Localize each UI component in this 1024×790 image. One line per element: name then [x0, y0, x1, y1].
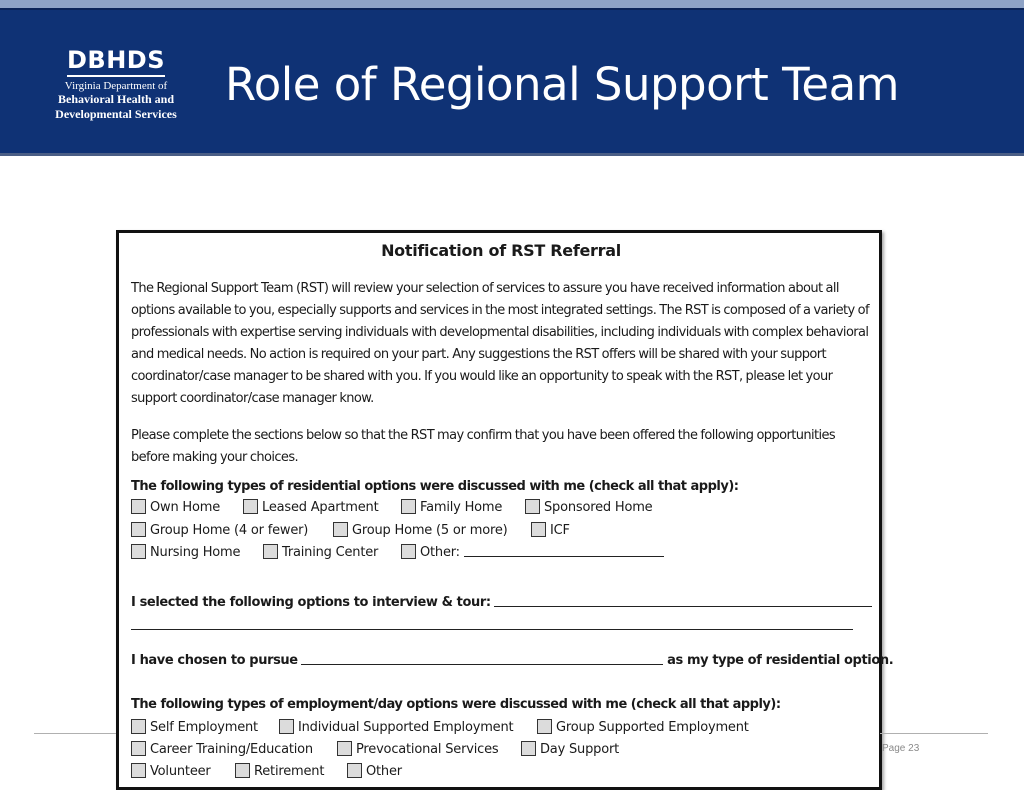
interview-options-continuation[interactable]	[131, 618, 853, 633]
checkbox-volunteer[interactable]: Volunteer	[131, 763, 211, 779]
slide-header	[0, 8, 1024, 156]
logo-subtitle-line2: Behavioral Health and	[57, 92, 174, 106]
form-intro-paragraph: The Regional Support Team (RST) will review your selection of services to assure you have received information about all options available to you, especially supports and services in the most integrated settings. The RST is composed of a variety of professionals with expertise serving individuals with developmental disabilities, including individuals with complex behavioral and medical needs. No action is required on your part. Any suggestions the RST offers will be shared with your support coordinator/case manager to be shared with you. If you would like an opportunity to speak with the RST, please let your support coordinator/case manager know.	[131, 281, 869, 406]
footer-divider-right	[880, 733, 988, 734]
checkbox-own-home[interactable]: Own Home	[131, 499, 220, 515]
checkbox-sponsored-home[interactable]: Sponsored Home	[525, 499, 652, 515]
checkbox-residential-other[interactable]: Other:	[401, 544, 664, 560]
checkbox-retirement[interactable]: Retirement	[235, 763, 324, 779]
checkbox-day-support[interactable]: Day Support	[521, 741, 619, 757]
residential-options-heading: The following types of residential options were discussed with me (check all that apply):	[131, 479, 739, 494]
checkbox-group-home-small[interactable]: Group Home (4 or fewer)	[131, 522, 308, 538]
pursue-option-line[interactable]: I have chosen to pursue as my type of residential option.	[131, 653, 894, 668]
checkbox-training-center[interactable]: Training Center	[263, 544, 378, 560]
checkbox-individual-supported-employment[interactable]: Individual Supported Employment	[279, 719, 513, 735]
page-title: Role of Regional Support Team	[225, 58, 900, 111]
checkbox-icf[interactable]: ICF	[531, 522, 570, 538]
checkbox-career-training[interactable]: Career Training/Education	[131, 741, 313, 757]
logo-subtitle-line3: Developmental Services	[55, 107, 177, 121]
employment-options-heading: The following types of employment/day options were discussed with me (check all that apply):	[131, 697, 781, 712]
checkbox-group-home-large[interactable]: Group Home (5 or more)	[333, 522, 508, 538]
logo-subtitle-line1: Virginia Department of	[64, 80, 168, 92]
page-number: Page 23	[882, 743, 920, 754]
form-title: Notification of RST Referral	[381, 241, 621, 260]
dbhds-logo	[36, 46, 196, 122]
checkbox-employment-other[interactable]: Other	[347, 763, 402, 779]
checkbox-group-supported-employment[interactable]: Group Supported Employment	[537, 719, 749, 735]
checkbox-leased-apartment[interactable]: Leased Apartment	[243, 499, 379, 515]
top-accent-bar	[0, 0, 1024, 8]
checkbox-nursing-home[interactable]: Nursing Home	[131, 544, 240, 560]
checkbox-self-employment[interactable]: Self Employment	[131, 719, 258, 735]
checkbox-prevocational-services[interactable]: Prevocational Services	[337, 741, 498, 757]
interview-options-line[interactable]: I selected the following options to interview & tour:	[131, 595, 872, 610]
footer-divider-left	[34, 733, 116, 734]
logo-title: DBHDS	[67, 46, 165, 77]
rst-referral-form-image	[116, 230, 894, 790]
form-instructions-paragraph: Please complete the sections below so that the RST may confirm that you have been offered the following opportunities before making your choices.	[131, 428, 836, 465]
checkbox-family-home[interactable]: Family Home	[401, 499, 502, 515]
